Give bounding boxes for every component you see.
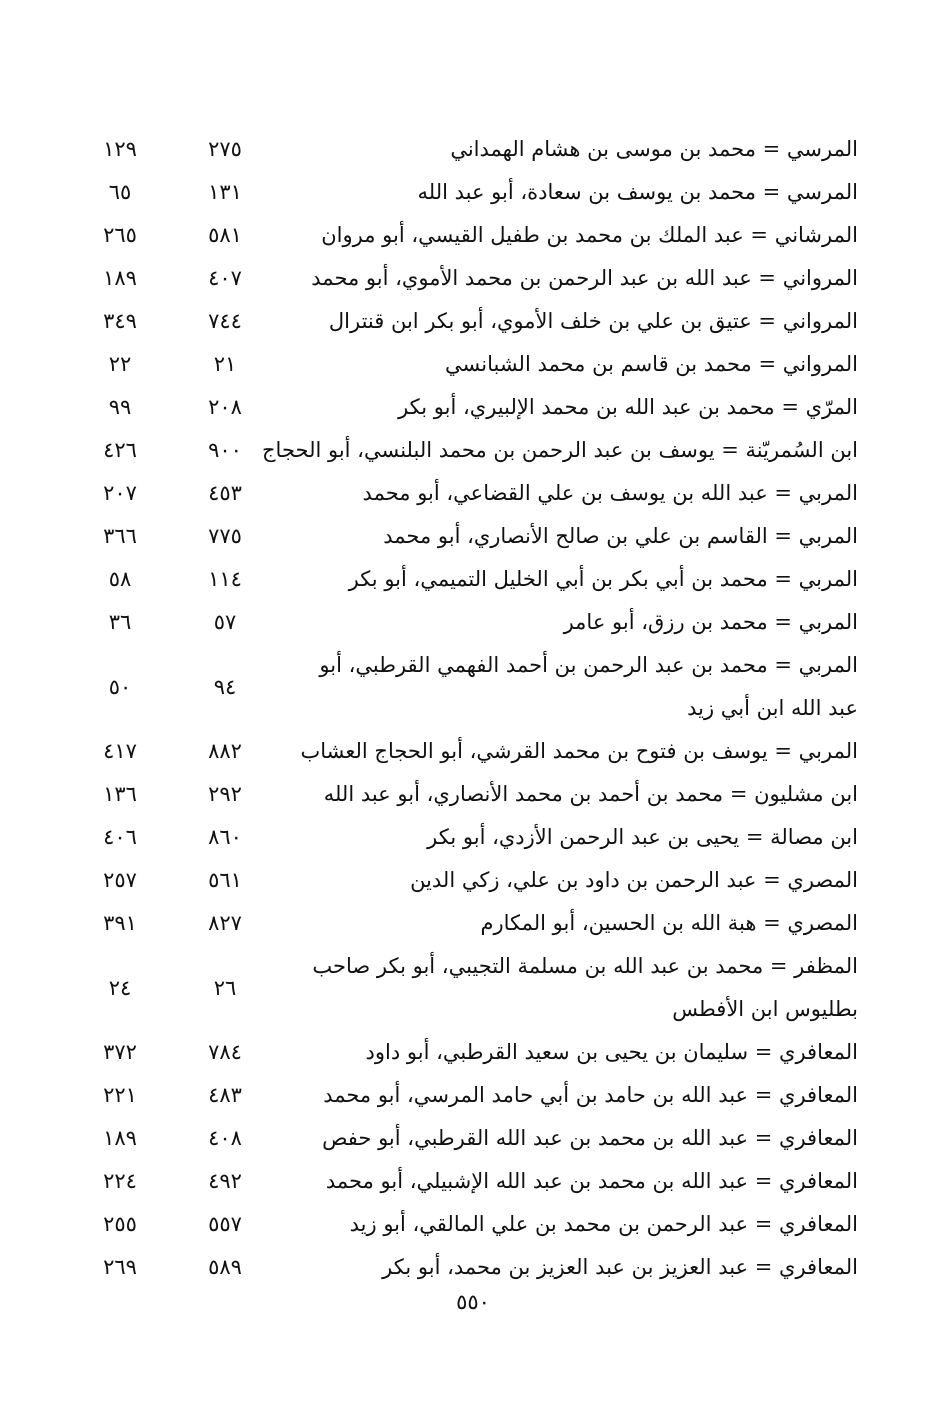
entry-name: ابن مصالة = يحيى بن عبد الرحمن الأزدي، أبو بكر (427, 825, 858, 849)
index-entry (80, 380, 858, 423)
entry-page: ٢٥٧ (103, 868, 137, 892)
entry-number: ٤٠٨ (208, 1126, 242, 1150)
entry-page: ٢٢ (108, 352, 132, 376)
entry-number: ٥٥٧ (208, 1212, 242, 1236)
entry-page: ٥٨ (108, 567, 132, 591)
index-entry (80, 638, 858, 724)
entry-page: ٤٠٦ (103, 825, 137, 849)
index-entry (80, 853, 858, 896)
index-list (80, 122, 858, 1283)
index-entry (80, 466, 858, 509)
entry-page: ٩٩ (108, 395, 132, 419)
entry-name: المربي = عبد الله بن يوسف بن علي القضاعي، أبو محمد (362, 481, 858, 505)
entry-name: المرشاني = عبد الملك بن محمد بن طفيل القيسي، أبو مروان (321, 223, 858, 247)
entry-number: ٢١ (213, 352, 237, 376)
entry-page: ٥٠ (108, 675, 132, 699)
entry-name: المصري = هبة الله بن الحسين، أبو المكارم (480, 911, 858, 935)
entry-number: ٩٠٠ (208, 438, 242, 462)
entry-name: المعافري = عبد الله بن حامد بن أبي حامد المرسي، أبو محمد (323, 1083, 858, 1107)
index-entry (80, 251, 858, 294)
entry-number: ٨٦٠ (208, 825, 242, 849)
entry-name: المربي = محمد بن عبد الرحمن بن أحمد الفهمي القرطبي، أبو عبد الله ابن أبي زيد (319, 653, 858, 720)
entry-name: ابن السُمريّنة = يوسف بن عبد الرحمن بن محمد البلنسي، أبو الحجاج (262, 438, 858, 462)
entry-page: ٣٦٦ (103, 524, 137, 548)
entry-page: ٤٢٦ (103, 438, 137, 462)
entry-page: ٦٥ (108, 180, 132, 204)
entry-number: ٢٠٨ (208, 395, 242, 419)
index-entry (80, 337, 858, 380)
index-entry (80, 724, 858, 767)
entry-page: ١٢٩ (103, 137, 137, 161)
entry-page: ٢٥٥ (103, 1212, 137, 1236)
index-entry (80, 165, 858, 208)
index-entry (80, 423, 858, 466)
entry-name: المرواني = عتيق بن علي بن خلف الأموي، أبو بكر ابن قنترال (328, 309, 858, 333)
entry-page: ٣٦ (108, 610, 132, 634)
entry-number: ٧٨٤ (208, 1040, 242, 1064)
entry-number: ٨٢٧ (208, 911, 242, 935)
entry-name: ابن مشليون = محمد بن أحمد بن محمد الأنصاري، أبو عبد الله (323, 782, 858, 806)
entry-number: ٢٧٥ (208, 137, 242, 161)
index-entry (80, 1240, 858, 1283)
entry-page: ٢٤ (108, 976, 132, 1000)
entry-page: ١٨٩ (103, 1126, 137, 1150)
entry-page: ٤١٧ (103, 739, 137, 763)
index-entry (80, 509, 858, 552)
index-entry (80, 294, 858, 337)
entry-name: المعافري = عبد الله بن محمد بن عبد الله الإشبيلي، أبو محمد (325, 1169, 858, 1193)
entry-number: ١٣١ (208, 180, 242, 204)
entry-number: ٤٠٧ (208, 266, 242, 290)
entry-number: ٤٥٣ (208, 481, 242, 505)
index-entry (80, 1154, 858, 1197)
index-entry (80, 810, 858, 853)
entry-page: ٣٩١ (103, 911, 137, 935)
entry-page: ٢٢٤ (103, 1169, 137, 1193)
entry-name: المعافري = عبد الله بن محمد بن عبد الله القرطبي، أبو حفص (322, 1126, 858, 1150)
entry-page: ٢٠٧ (103, 481, 137, 505)
entry-name: المصري = عبد الرحمن بن داود بن علي، زكي الدين (410, 868, 858, 892)
entry-number: ٥٧ (213, 610, 237, 634)
page-number: ٥٥٠ (456, 1290, 490, 1314)
entry-number: ٤٨٣ (208, 1083, 242, 1107)
entry-page: ٢٢١ (103, 1083, 137, 1107)
entry-number: ٢٦ (213, 976, 237, 1000)
entry-name: المرسي = محمد بن يوسف بن سعادة، أبو عبد الله (417, 180, 858, 204)
index-entry (80, 122, 858, 165)
entry-page: ٢٦٩ (103, 1255, 137, 1279)
entry-number: ٩٤ (213, 675, 237, 699)
index-entry (80, 1068, 858, 1111)
entry-name: المعافري = عبد العزيز بن عبد العزيز بن محمد، أبو بكر (382, 1255, 858, 1279)
entry-number: ٥٦١ (208, 868, 242, 892)
entry-number: ٧٤٤ (208, 309, 242, 333)
index-entry (80, 1025, 858, 1068)
index-entry (80, 1111, 858, 1154)
entry-name: المرواني = عبد الله بن عبد الرحمن بن محمد الأموي، أبو محمد (311, 266, 858, 290)
index-entry (80, 595, 858, 638)
entry-name: المربي = يوسف بن فتوح بن محمد القرشي، أبو الحجاج العشاب (300, 739, 858, 763)
entry-number: ١١٤ (208, 567, 242, 591)
entry-name: المرسي = محمد بن موسى بن هشام الهمداني (450, 137, 858, 161)
entry-number: ٧٧٥ (208, 524, 242, 548)
entry-name: المرّي = محمد بن عبد الله بن محمد الإلبيري، أبو بكر (398, 395, 858, 419)
index-entry (80, 939, 858, 1025)
entry-name: المربي = محمد بن رزق، أبو عامر (563, 610, 858, 634)
index-entry (80, 552, 858, 595)
entry-name: المعافري = عبد الرحمن بن محمد بن علي المالقي، أبو زيد (349, 1212, 858, 1236)
entry-number: ٥٨١ (208, 223, 242, 247)
entry-page: ١٣٦ (103, 782, 137, 806)
entry-name: المظفر = محمد بن عبد الله بن مسلمة التجيبي، أبو بكر صاحب بطليوس ابن الأفطس (312, 954, 858, 1021)
index-entry (80, 208, 858, 251)
entry-name: المربي = القاسم بن علي بن صالح الأنصاري، أبو محمد (383, 524, 858, 548)
entry-page: ٣٧٢ (103, 1040, 137, 1064)
index-entry (80, 1197, 858, 1240)
entry-page: ٣٤٩ (103, 309, 137, 333)
entry-number: ٨٨٢ (208, 739, 242, 763)
entry-name: المربي = محمد بن أبي بكر بن أبي الخليل التميمي، أبو بكر (348, 567, 858, 591)
index-entry (80, 767, 858, 810)
entry-number: ٢٩٢ (208, 782, 242, 806)
entry-page: ٢٦٥ (103, 223, 137, 247)
entry-name: المعافري = سليمان بن يحيى بن سعيد القرطبي، أبو داود (365, 1040, 858, 1064)
entry-name: المرواني = محمد بن قاسم بن محمد الشبانسي (445, 352, 858, 376)
entry-number: ٤٩٢ (208, 1169, 242, 1193)
entry-number: ٥٨٩ (208, 1255, 242, 1279)
entry-page: ١٨٩ (103, 266, 137, 290)
index-entry (80, 896, 858, 939)
